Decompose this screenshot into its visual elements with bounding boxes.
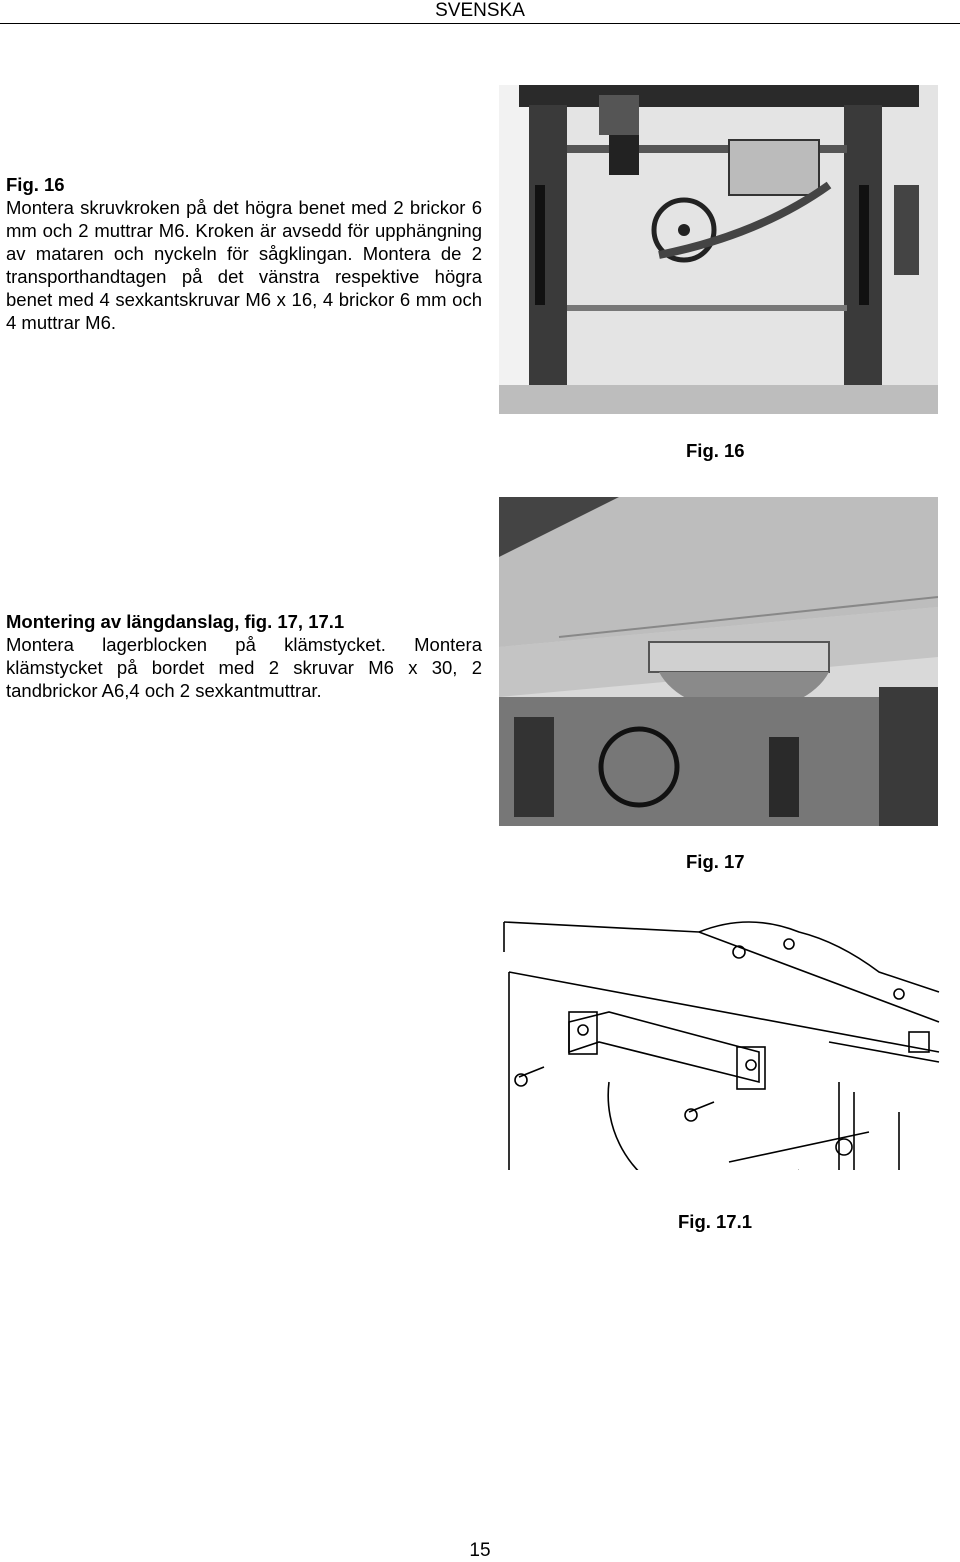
section-fig17-title: Montering av längdanslag, fig. 17, 17.1	[6, 611, 345, 632]
section-fig16-title: Fig. 16	[6, 174, 65, 195]
section-fig17-body: Montera lagerblocken på klämstycket. Montera klämstycket på bordet med 2 skruvar M6 x 30, 2 tandbrickor A6,4 och 2 sexkantmuttrar.	[6, 634, 482, 701]
fig171-caption: Fig. 17.1	[678, 1211, 753, 1232]
fig17-photo	[499, 497, 938, 826]
header-language: SVENSKA	[435, 0, 525, 21]
fig16-photo	[499, 85, 938, 414]
fig171-drawing	[499, 912, 941, 1170]
fig16-caption: Fig. 16	[686, 440, 745, 461]
table-saw-stand-photo-icon	[499, 85, 938, 414]
page-number: 15	[469, 1540, 491, 1561]
table-saw-clamp-photo-icon	[499, 497, 938, 826]
section-fig16	[6, 173, 482, 334]
section-fig17	[6, 610, 482, 702]
section-fig16-body: Montera skruvkroken på det högra benet med 2 brickor 6 mm och 2 muttrar M6. Kroken är avsedd för upphängning av mataren och nyckeln för sågklingan. Montera de 2 transporthandtagen på det vänstra respektive högra benet med 4 sexkantskruvar M6 x 16, 4 brickor 6 mm och 4 muttrar M6.	[6, 197, 482, 333]
fig17-caption: Fig. 17	[686, 851, 745, 872]
header-rule	[0, 23, 960, 24]
clamp-assembly-drawing-icon	[499, 912, 941, 1170]
